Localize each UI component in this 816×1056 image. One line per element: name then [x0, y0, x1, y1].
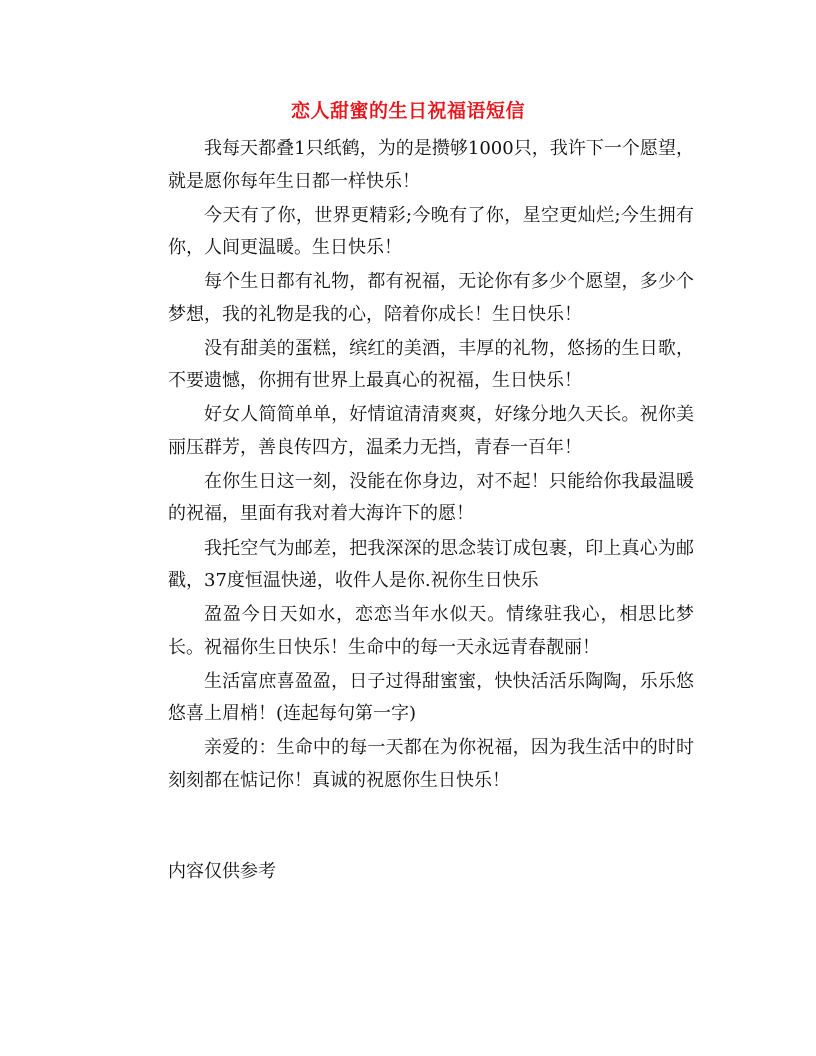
paragraph: 每个生日都有礼物，都有祝福，无论你有多少个愿望，多少个梦想，我的礼物是我的心，陪着你成长！生日快乐！ [168, 271, 694, 325]
paragraph: 盈盈今日天如水，恋恋当年水似天。情缘驻我心，相思比梦长。祝福你生日快乐！生命中的每一天永远青春靓丽！ [168, 604, 694, 658]
paragraph: 亲爱的：生命中的每一天都在为你祝福，因为我生活中的时时刻刻都在惦记你！真诚的祝愿你生日快乐！ [168, 737, 694, 791]
document-body [168, 133, 694, 799]
footer-note: 内容仅供参考 [168, 861, 276, 882]
document-title: 恋人甜蜜的生日祝福语短信 [290, 100, 525, 122]
paragraph: 今天有了你，世界更精彩;今晚有了你，星空更灿烂;今生拥有你，人间更温暖。生日快乐！ [168, 204, 694, 259]
paragraph: 我托空气为邮差，把我深深的思念装订成包裹，印上真心为邮戳，37度恒温快递，收件人是你.祝你生日快乐 [168, 537, 694, 592]
paragraph: 没有甜美的蛋糕，缤红的美酒，丰厚的礼物，悠扬的生日歌，不要遗憾，你拥有世界上最真心的祝福，生日快乐！ [168, 337, 694, 392]
paragraph: 生活富庶喜盈盈，日子过得甜蜜蜜，快快活活乐陶陶，乐乐悠悠喜上眉梢！(连起每句第一字) [168, 670, 694, 725]
paragraph: 我每天都叠1只纸鹤，为的是攒够1000只，我许下一个愿望，就是愿你每年生日都一样快乐！ [168, 138, 694, 192]
paragraph: 好女人简简单单，好情谊清清爽爽，好缘分地久天长。祝你美丽压群芳，善良传四方，温柔力无挡，青春一百年！ [168, 404, 694, 458]
paragraph: 在你生日这一刻，没能在你身边，对不起！只能给你我最温暖的祝福，里面有我对着大海许下的愿！ [168, 470, 694, 525]
